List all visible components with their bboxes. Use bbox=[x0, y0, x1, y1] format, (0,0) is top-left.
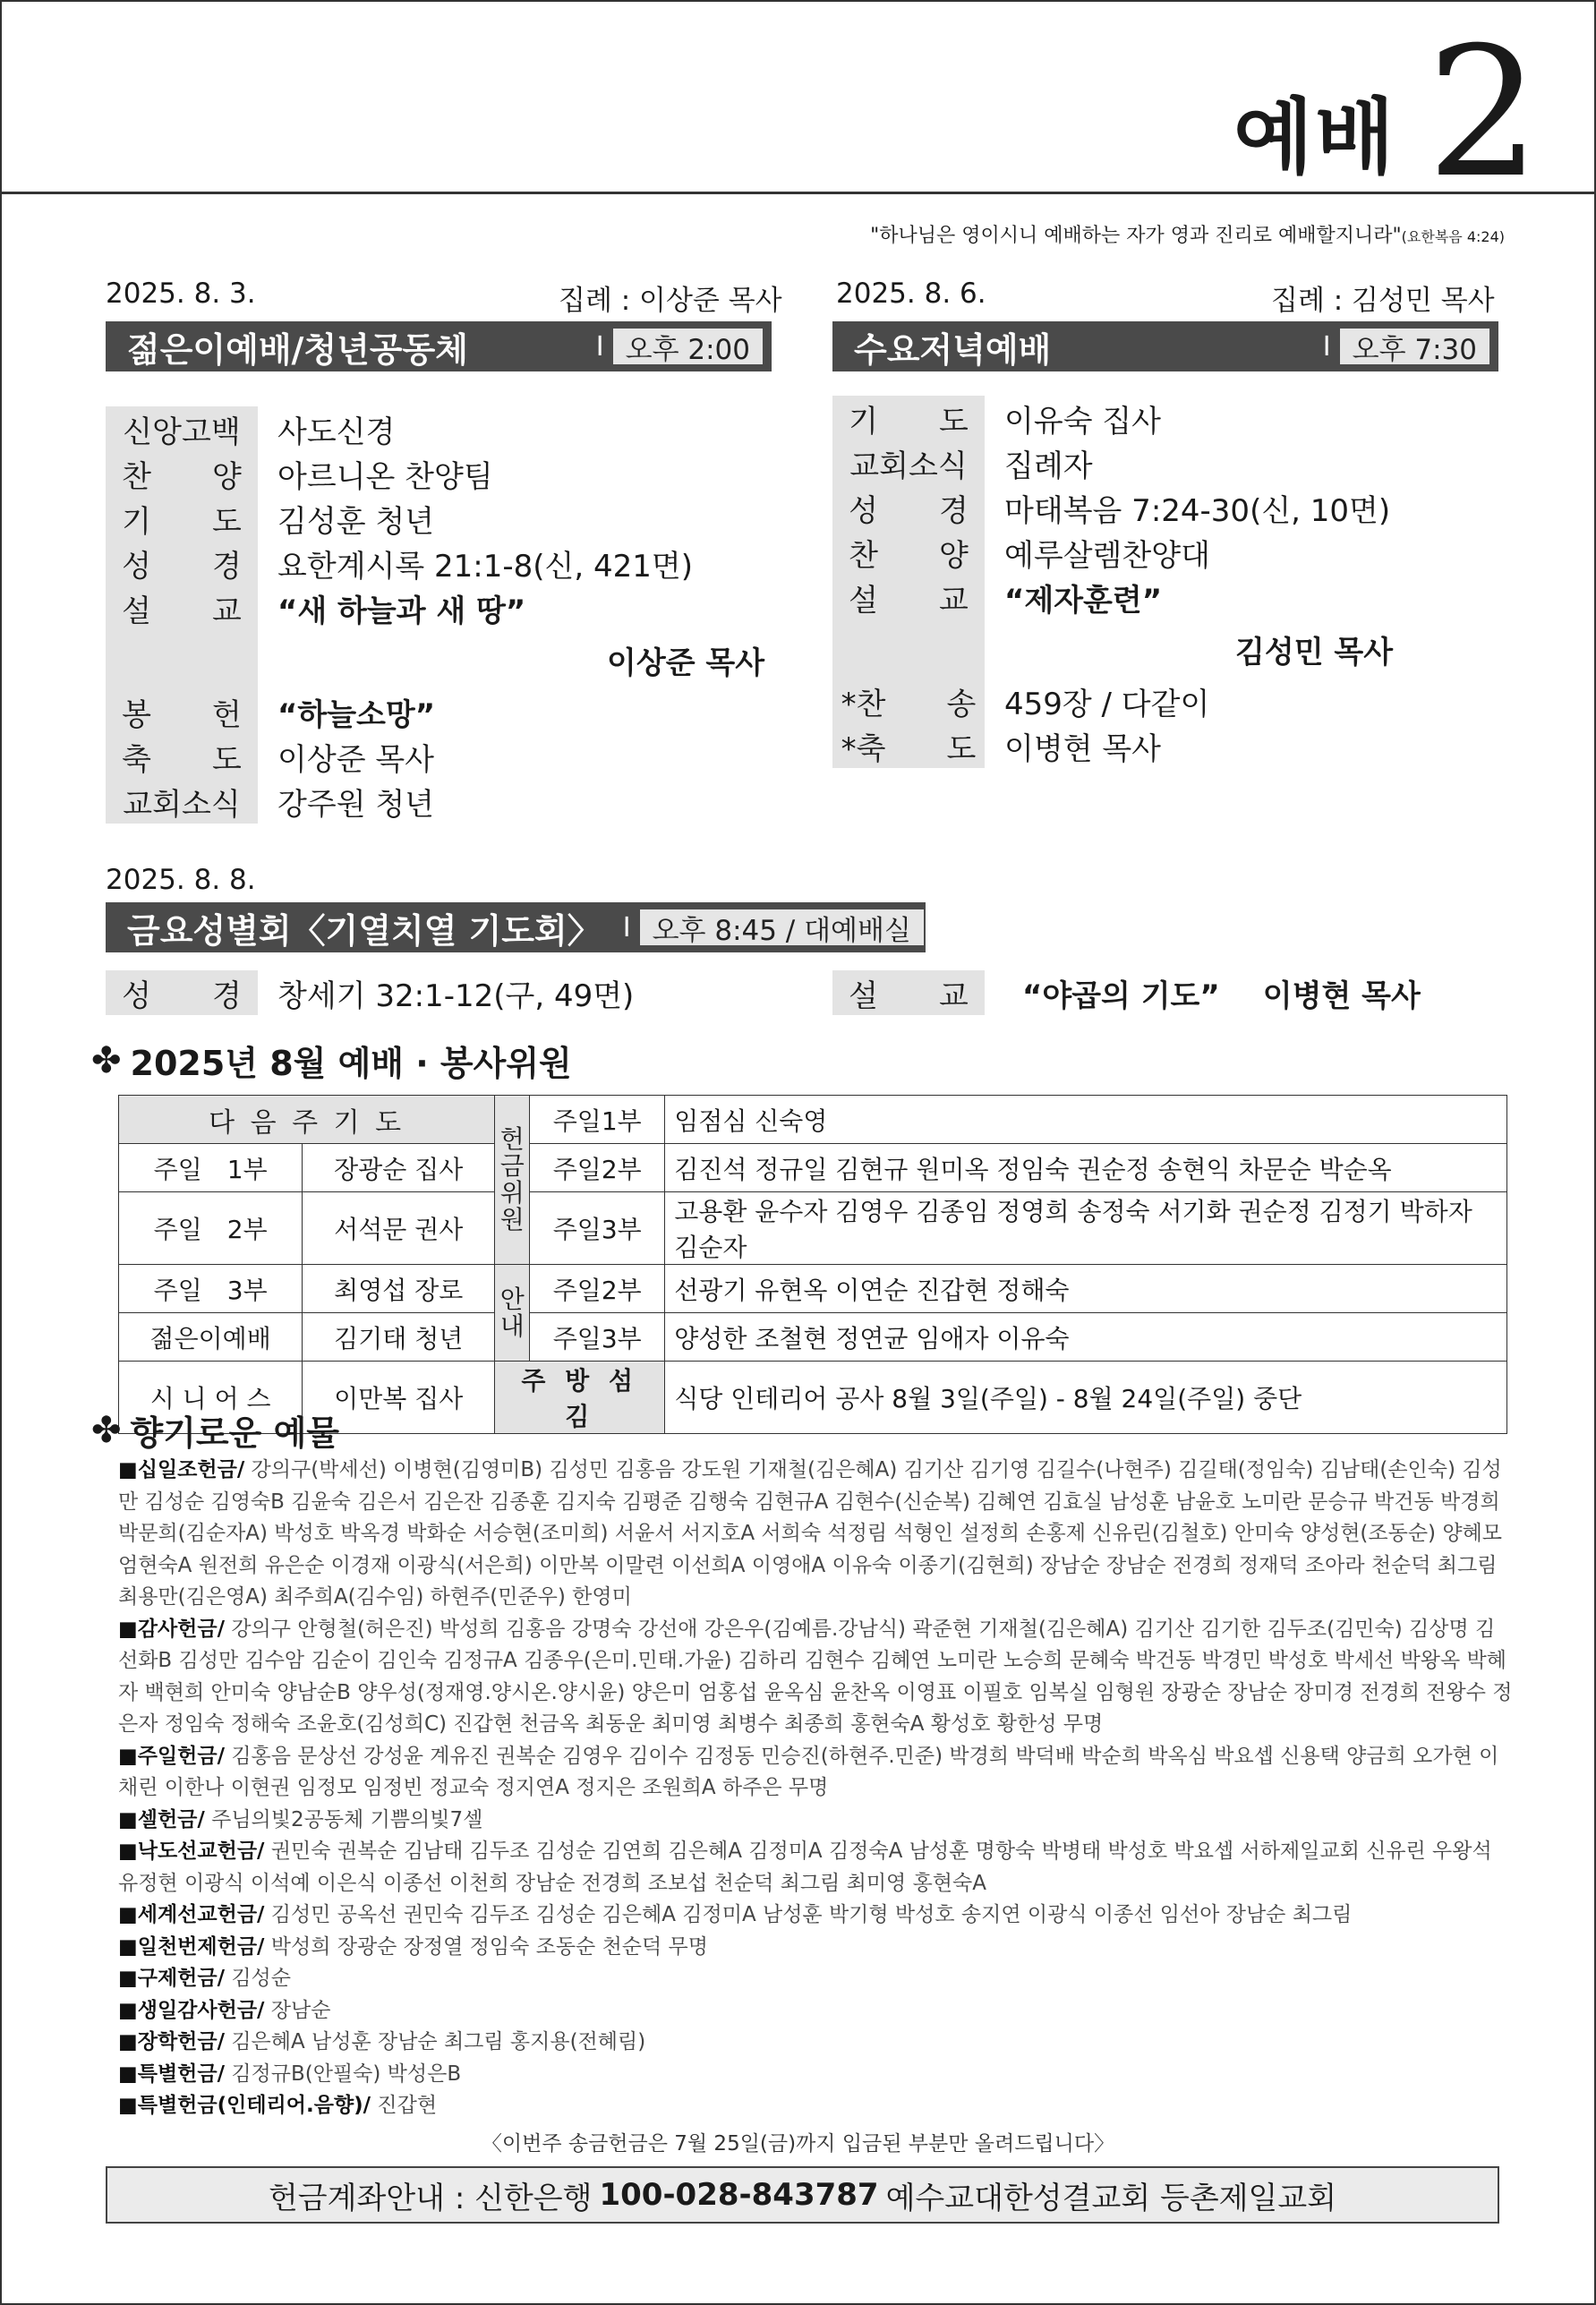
offering-service: 주일2부 bbox=[530, 1144, 665, 1192]
prayer-service: 주일 2부 bbox=[119, 1192, 303, 1265]
kitchen-label: 주 방 섬 김 bbox=[495, 1362, 665, 1434]
order-label: *축 도 bbox=[832, 723, 985, 768]
offering-entry bbox=[118, 2059, 1515, 2091]
order-row bbox=[106, 779, 764, 824]
guide-service: 주일2부 bbox=[530, 1265, 665, 1313]
clover-icon: ✤ bbox=[91, 1039, 122, 1081]
offering-names: 임점심 신숙영 bbox=[665, 1096, 1507, 1144]
prayer-name: 이만복 집사 bbox=[303, 1362, 495, 1434]
duty-row bbox=[119, 1096, 1507, 1144]
order-row bbox=[832, 575, 1393, 619]
duty-section-title: ✤ 2025년 8월 예배 · 봉사위원 bbox=[91, 1039, 572, 1083]
offering-type: ■감사헌금/ bbox=[118, 1617, 226, 1641]
order-value: “하늘소망” bbox=[277, 696, 436, 733]
order-value: 마태복음 7:24-30(신, 10면) bbox=[1004, 492, 1391, 529]
friday-separator: I bbox=[622, 911, 631, 943]
offering-names: 강의구 안형철(허은진) 박성희 김홍음 강명숙 강선애 강은우(김예름.강남식) 곽준현 기재철(김은혜A) 김기산 김기한 김두조(김민숙) 김상명 김선화B 김성만 김수암 김순이 김인숙 김정규A 김종우(은미.민태.가윤) 김하리 김현수 김혜연 노미란 노승희 문혜숙 박건동 박경민 박성호 박세선 박왕옥 박혜자 백현희 안미숙 양남순B 양우성(정재영.양시온.양시윤) 양은미 엄홍섭 윤옥심 윤찬옥 이영표 이필호 임복실 임형원 장광순 장남순 장미경 전경희 전왕수 정은자 정임숙 정해숙 조윤호(김성희C) 진갑현 천금옥 최동운 최미영 최병수 최종희 홍현숙A 황성호 황한성 무명 bbox=[118, 1617, 1513, 1736]
order-row bbox=[106, 541, 764, 585]
order-value: 이병현 목사 bbox=[1004, 730, 1162, 767]
youth-title-bar bbox=[106, 321, 772, 371]
account-box bbox=[106, 2166, 1499, 2224]
wednesday-time: 오후 7:30 bbox=[1340, 329, 1489, 364]
friday-sermon-label: 설 교 bbox=[832, 970, 985, 1015]
order-row bbox=[832, 679, 1393, 723]
order-label: 찬 양 bbox=[832, 530, 985, 575]
offerings-note: 〈이번주 송금헌금은 7월 25일(금)까지 입금된 부분만 올려드립니다〉 bbox=[481, 2132, 1115, 2156]
offering-entry bbox=[118, 1741, 1515, 1805]
offering-entry bbox=[118, 1836, 1515, 1899]
friday-date: 2025. 8. 8. bbox=[106, 864, 256, 896]
duty-row bbox=[119, 1265, 1507, 1313]
offering-entry bbox=[118, 1963, 1515, 1995]
order-value: 사도신경 bbox=[277, 414, 396, 450]
order-label: 신앙고백 bbox=[106, 406, 258, 451]
offerings-section-title: ✤ 향기로운 예물 bbox=[91, 1409, 339, 1453]
order-row bbox=[106, 585, 764, 630]
account-holder: 예수교대한성결교회 등촌제일교회 bbox=[885, 2180, 1337, 2216]
prayer-header: 다 음 주 기 도 bbox=[119, 1096, 495, 1144]
offering-entry bbox=[118, 1995, 1515, 2028]
offering-type: ■생일감사헌금/ bbox=[118, 1998, 265, 2022]
page-number: 2 bbox=[1426, 9, 1541, 218]
offering-type: ■특별헌금/ bbox=[118, 2062, 226, 2086]
offering-names: 고용환 윤수자 김영우 김종임 정영희 송정숙 서기화 권순정 김정기 박하자 김순자 bbox=[665, 1192, 1507, 1265]
order-row bbox=[832, 530, 1393, 575]
friday-sermon bbox=[832, 970, 1421, 1015]
wednesday-title: 수요저녁예배 bbox=[854, 329, 1052, 370]
friday-scripture bbox=[106, 970, 634, 1015]
order-label: 성 경 bbox=[106, 541, 258, 585]
offering-entry bbox=[118, 1932, 1515, 1964]
offering-names: 김성민 공옥선 권민숙 김두조 김성순 김은혜A 김정미A 남성훈 박기형 박성호 송지연 이광식 이종선 임선아 장남순 최그림 bbox=[264, 1903, 1353, 1926]
offering-type: ■낙도선교헌금/ bbox=[118, 1840, 265, 1863]
duty-table bbox=[118, 1095, 1507, 1434]
offering-names: 주님의빛2공동체 기쁨의빛7셀 bbox=[204, 1807, 483, 1831]
order-value: 김성민 목사 bbox=[1235, 634, 1394, 670]
kitchen-value: 식당 인테리어 공사 8월 3일(주일) - 8월 24일(주일) 중단 bbox=[665, 1362, 1507, 1434]
friday-title: 금요성별회〈기열치열 기도회〉 bbox=[127, 910, 602, 951]
friday-sermon-title: “야곱의 기도” bbox=[1022, 977, 1220, 1014]
offering-names: 김홍음 문상선 강성윤 계유진 권복순 김영우 김이수 김정동 민승진(하현주.민준) 박경희 박덕배 박순희 박옥심 박요셉 신용택 양금희 오가현 이채린 이한나 이현권 임정모 임정빈 정교숙 정지연A 정지은 조원희A 하주은 무명 bbox=[118, 1744, 1499, 1799]
guide-names: 선광기 유현옥 이연순 진갑현 정해숙 bbox=[665, 1265, 1507, 1313]
youth-leader: 집례 : 이상준 목사 bbox=[559, 285, 782, 317]
youth-date: 2025. 8. 3. bbox=[106, 277, 256, 310]
order-value: 이유숙 집사 bbox=[1004, 403, 1162, 440]
wednesday-leader: 집례 : 김성민 목사 bbox=[1271, 285, 1495, 317]
wednesday-order-list bbox=[832, 396, 1393, 768]
header-verse: "하나님은 영이시니 예배하는 자가 영과 진리로 예배할지니라"(요한복음 4:24) bbox=[870, 225, 1505, 247]
prayer-name: 서석문 권사 bbox=[303, 1192, 495, 1265]
order-row bbox=[106, 451, 764, 496]
order-value: 아르니온 찬양팀 bbox=[277, 458, 493, 495]
order-label: 설 교 bbox=[106, 585, 258, 630]
order-label: 기 도 bbox=[106, 496, 258, 541]
order-row bbox=[832, 619, 1393, 679]
offering-service: 주일1부 bbox=[530, 1096, 665, 1144]
order-row bbox=[106, 734, 764, 779]
youth-time: 오후 2:00 bbox=[613, 329, 763, 364]
order-label: 성 경 bbox=[832, 485, 985, 530]
prayer-service: 시 니 어 스 bbox=[119, 1362, 303, 1434]
order-row bbox=[832, 485, 1393, 530]
clover-icon: ✤ bbox=[91, 1409, 122, 1451]
offering-names: 김은혜A 남성훈 장남순 최그림 홍지용(전혜림) bbox=[225, 2030, 646, 2053]
offering-names: 장남순 bbox=[264, 1998, 331, 2022]
offering-entry bbox=[118, 1455, 1515, 1614]
offering-type: ■장학헌금/ bbox=[118, 2030, 226, 2053]
friday-time: 오후 8:45 / 대예배실 bbox=[640, 909, 924, 945]
order-row bbox=[106, 689, 764, 734]
verse-reference: (요한복음 4:24) bbox=[1401, 228, 1505, 245]
offerings-list bbox=[118, 1455, 1515, 2122]
order-label: *찬 송 bbox=[832, 679, 985, 723]
guide-label: 안 내 bbox=[495, 1265, 530, 1362]
page-title: 예배 bbox=[1233, 90, 1396, 185]
prayer-service: 주일 3부 bbox=[119, 1265, 303, 1313]
prayer-name: 장광순 집사 bbox=[303, 1144, 495, 1192]
offering-entry bbox=[118, 1614, 1515, 1741]
offering-type: ■구제헌금/ bbox=[118, 1967, 226, 1990]
offering-type: ■세계선교헌금/ bbox=[118, 1903, 265, 1926]
offering-type: ■십일조헌금/ bbox=[118, 1458, 245, 1481]
duty-row bbox=[119, 1313, 1507, 1362]
prayer-name: 최영섭 장로 bbox=[303, 1265, 495, 1313]
youth-order-list bbox=[106, 406, 764, 824]
friday-scripture-value: 창세기 32:1-12(구, 49면) bbox=[277, 977, 635, 1014]
account-label: 헌금계좌안내 : 신한은행 bbox=[268, 2180, 593, 2216]
youth-separator: I bbox=[595, 330, 604, 363]
offering-names: 권민숙 권복순 김남태 김두조 김성순 김연희 김은혜A 김정미A 김정숙A 남성훈 명항숙 박병태 박성호 박요셉 서하제일교회 신유린 우왕석 유정현 이광식 이석예 이은식 이종선 이천희 장남순 전경희 조보섭 천순덕 최그림 최미영 홍현숙A bbox=[118, 1840, 1492, 1895]
offering-type: ■주일헌금/ bbox=[118, 1744, 226, 1768]
order-value: 이상준 목사 bbox=[277, 741, 435, 778]
offering-entry bbox=[118, 2027, 1515, 2059]
offering-type: ■셀헌금/ bbox=[118, 1807, 205, 1831]
offering-type: ■일천번제헌금/ bbox=[118, 1934, 265, 1959]
order-label bbox=[832, 619, 985, 679]
order-label: 교회소식 bbox=[832, 440, 985, 485]
offering-names: 박성희 장광순 장정열 정임숙 조동순 천순덕 무명 bbox=[264, 1934, 708, 1959]
friday-title-bar bbox=[106, 902, 926, 952]
offering-entry bbox=[118, 2090, 1515, 2122]
youth-title: 젊은이예배/청년공동체 bbox=[127, 329, 468, 370]
duty-row bbox=[119, 1192, 1507, 1265]
wednesday-separator: I bbox=[1322, 330, 1331, 363]
offering-label: 헌 금 위 원 bbox=[495, 1096, 530, 1265]
friday-preacher: 이병현 목사 bbox=[1262, 977, 1421, 1014]
order-value: “제자훈련” bbox=[1004, 582, 1163, 619]
order-label: 교회소식 bbox=[106, 779, 258, 824]
order-value: 김성훈 청년 bbox=[277, 503, 435, 540]
order-label: 축 도 bbox=[106, 734, 258, 779]
order-value: 집례자 bbox=[1004, 448, 1093, 484]
order-value: 요한계시록 21:1-8(신, 421면) bbox=[277, 548, 694, 585]
duty-row bbox=[119, 1144, 1507, 1192]
guide-names: 양성한 조철현 정연균 임애자 이유숙 bbox=[665, 1313, 1507, 1362]
order-row bbox=[832, 396, 1393, 440]
order-row bbox=[106, 406, 764, 451]
offering-service: 주일3부 bbox=[530, 1192, 665, 1265]
wednesday-title-bar bbox=[832, 321, 1498, 371]
order-value: 강주원 청년 bbox=[277, 786, 435, 823]
account-number: 100-028-843787 bbox=[599, 2177, 879, 2213]
guide-service: 주일3부 bbox=[530, 1313, 665, 1362]
order-row bbox=[106, 630, 764, 689]
prayer-service: 젊은이예배 bbox=[119, 1313, 303, 1362]
order-label bbox=[106, 630, 258, 689]
friday-scripture-label: 성 경 bbox=[106, 970, 258, 1015]
order-value: 459장 / 다같이 bbox=[1004, 686, 1210, 722]
offering-names: 강의구(박세선) 이병현(김영미B) 김성민 김홍음 강도원 기재철(김은혜A) 김기산 김기영 김길수(나현주) 김길태(정임숙) 김남태(손인숙) 김성만 김성순 김영숙B 김윤숙 김은서 김은잔 김종훈 김지숙 김평준 김행숙 김현규A 김현수(신순복) 김혜연 김효실 남성훈 남윤호 노미란 문승규 박건동 박경희 박문희(김순자A) 박성호 박옥경 박화순 서승현(조미희) 서윤서 서지호A 서희숙 석정림 석형인 설정희 손홍제 신유린(김철호) 안미숙 양성현(조동순) 양혜모 엄현숙A 원전희 유은순 이경재 이광식(서은희) 이만복 이말련 이선희A 이영애A 이유숙 이종기(김현희) 장남순 장남순 전경희 정재덕 조아라 천순덕 최그림 최용만(김은영A) 최주희A(김수임) 하현주(민준우) 한영미 bbox=[118, 1458, 1502, 1609]
order-label: 설 교 bbox=[832, 575, 985, 619]
offering-entry bbox=[118, 1805, 1515, 1837]
order-value: 이상준 목사 bbox=[607, 645, 765, 681]
order-value: “새 하늘과 새 땅” bbox=[277, 593, 526, 629]
order-row bbox=[832, 723, 1393, 768]
order-label: 기 도 bbox=[832, 396, 985, 440]
order-row bbox=[106, 496, 764, 541]
offering-names: 김성순 bbox=[225, 1967, 291, 1990]
offering-names: 김정규B(안필숙) 박성은B bbox=[225, 2062, 462, 2086]
order-row bbox=[832, 440, 1393, 485]
offering-names: 김진석 정규일 김현규 원미옥 정임숙 권순정 송현익 차문순 박순옥 bbox=[665, 1144, 1507, 1192]
prayer-name: 김기태 청년 bbox=[303, 1313, 495, 1362]
wednesday-date: 2025. 8. 6. bbox=[836, 277, 986, 310]
order-label: 봉 헌 bbox=[106, 689, 258, 734]
order-label: 찬 양 bbox=[106, 451, 258, 496]
page-header bbox=[1233, 9, 1541, 218]
order-value: 예루살렘찬양대 bbox=[1004, 537, 1210, 574]
header-divider bbox=[2, 192, 1594, 194]
offering-entry bbox=[118, 1899, 1515, 1932]
offering-type: ■특별헌금(인테리어.음향)/ bbox=[118, 2094, 371, 2117]
offering-names: 진갑현 bbox=[371, 2094, 438, 2117]
prayer-service: 주일 1부 bbox=[119, 1144, 303, 1192]
